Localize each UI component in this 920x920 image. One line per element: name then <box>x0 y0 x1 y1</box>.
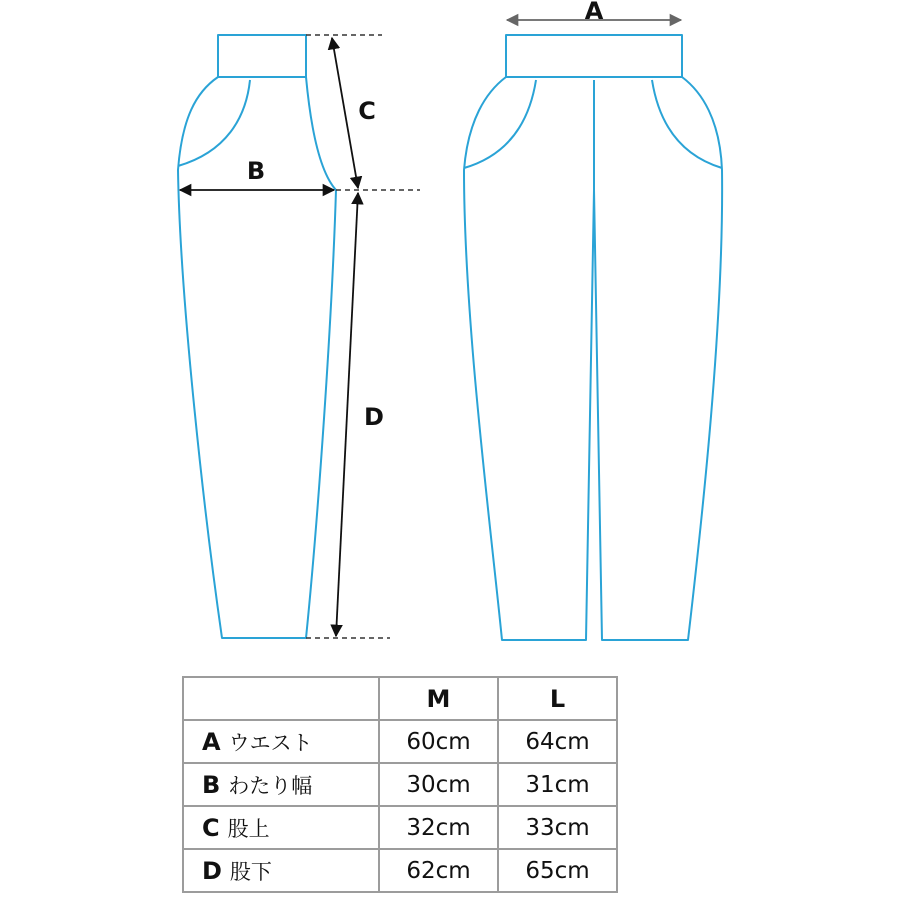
front-view-pants <box>464 35 722 640</box>
table-row <box>183 806 617 849</box>
row-letter: B <box>202 770 221 799</box>
row-label <box>183 720 379 763</box>
front-waistband <box>506 35 682 77</box>
dimension-a-label: A <box>584 0 604 25</box>
row-value-l: 64cm <box>498 720 617 763</box>
table-row <box>183 720 617 763</box>
table-header-l: L <box>498 677 617 720</box>
dimension-c-label: C <box>358 97 376 125</box>
row-value-l: 33cm <box>498 806 617 849</box>
side-waistband <box>218 35 306 77</box>
size-table <box>182 676 618 893</box>
front-right-pocket <box>652 80 722 168</box>
dimension-b-label: B <box>246 157 266 185</box>
dimension-d-arrow <box>336 193 358 636</box>
row-label <box>183 806 379 849</box>
row-letter: D <box>202 856 222 885</box>
table-header-corner <box>183 677 379 720</box>
row-value-m: 30cm <box>379 763 498 806</box>
row-value-m: 60cm <box>379 720 498 763</box>
dimension-c-arrow <box>332 38 358 188</box>
row-value-l: 31cm <box>498 763 617 806</box>
side-pocket <box>178 80 250 166</box>
row-name: わたり幅 <box>228 773 313 798</box>
row-name: 股下 <box>229 859 272 884</box>
table-header-row <box>183 677 617 720</box>
table-row <box>183 849 617 892</box>
row-letter: A <box>202 727 221 756</box>
dimension-d-label: D <box>364 403 384 431</box>
row-value-m: 32cm <box>379 806 498 849</box>
row-name: ウエスト <box>228 730 313 755</box>
row-value-l: 65cm <box>498 849 617 892</box>
front-left-pocket <box>464 80 536 168</box>
row-name: 股上 <box>227 816 270 841</box>
row-label <box>183 849 379 892</box>
row-value-m: 62cm <box>379 849 498 892</box>
row-label <box>183 763 379 806</box>
row-letter: C <box>202 813 220 842</box>
table-row <box>183 763 617 806</box>
table-header-m: M <box>379 677 498 720</box>
side-view-pants <box>178 35 336 638</box>
